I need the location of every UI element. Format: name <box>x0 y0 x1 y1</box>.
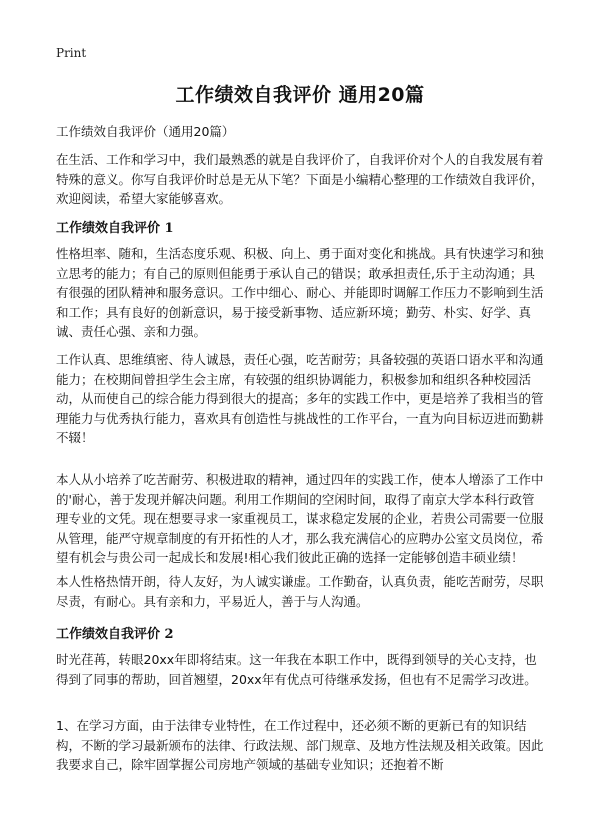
page-title: 工作绩效自我评价 通用20篇 <box>175 84 425 106</box>
section-1-paragraph: 工作认真、思维缜密、待人诚恳，责任心强，吃苦耐劳；具备较强的英语口语水平和沟通能力；在校期间曾担学生会主席，有较强的组织协调能力，积极参加和组织各种校园活动，从而使自己的综合能力得到很大的提高；多年的实践工作中，更是培养了我相当的管理能力与优秀执行能力，喜欢具有创造性与挑战性的工作平台，一直为向目标迈进而勤耕不辍！ <box>56 352 544 445</box>
section-2-paragraph: 1、在学习方面，由于法律专业特性，在工作过程中，还必须不断的更新已有的知识结构，不断的学习最新颁布的法律、行政法规、部门规章、及地方性法规及相关政策。因此我要求自己，除牢固掌握公司房地产领域的基础专业知识；还抱着不断 <box>56 718 544 772</box>
section-2-heading: 工作绩效自我评价 2 <box>56 627 174 642</box>
section-1-paragraph: 性格坦率、随和，生活态度乐观、积极、向上、勇于面对变化和挑战。具有快速学习和独立思考的能力；有自己的原则但能勇于承认自己的错误；敢承担责任,乐于主动沟通；具有很强的团队精神和服务意识。工作中细心、耐心、并能即时调解工作压力不影响到生活和工作；具有良好的创新意识，易于接受新事物、适应新环境；勤劳、朴实、好学、真诚、责任心强、亲和力强。 <box>56 246 544 339</box>
intro-paragraph: 在生活、工作和学习中，我们最熟悉的就是自我评价了，自我评价对个人的自我发展有着特殊的意义。你写自我评价时总是无从下笔？下面是小编精心整理的工作绩效自我评价，欢迎阅读，希望大家能够喜欢。 <box>56 152 544 206</box>
section-1-paragraph: 本人从小培养了吃苦耐劳、积极进取的精神，通过四年的实践工作，使本人增添了工作中的'耐心，善于发现并解决问题。利用工作期间的空闲时间，取得了南京大学本科行政管理专业的文凭。现在想要寻求一家重视员工，谋求稳定发展的企业，若贵公司需要一位服从管理，能严守规章制度的有开拓性的人才，那么我充满信心的应聘办公室文员岗位，希望有机会与贵公司一起成长和发展!相心我们彼此正确的选择一定能够创造丰硕业绩！ <box>56 472 544 565</box>
section-1-heading: 工作绩效自我评价 1 <box>56 221 174 236</box>
section-1-paragraph: 本人性格热情开朗，待人友好，为人诚实谦虚。工作勤奋，认真负责，能吃苦耐劳，尽职尽责，有耐心。具有亲和力，平易近人，善于与人沟通。 <box>56 574 544 609</box>
section-2-paragraph: 时光荏苒，转眼20xx年即将结束。这一年我在本职工作中，既得到领导的关心支持，也得到了同事的帮助，回首翘望，20xx年有优点可待继承发扬，但也有不足需学习改进。 <box>56 652 537 687</box>
document-subtitle: 工作绩效自我评价（通用20篇） <box>56 124 235 139</box>
print-link[interactable]: Print <box>56 46 87 60</box>
